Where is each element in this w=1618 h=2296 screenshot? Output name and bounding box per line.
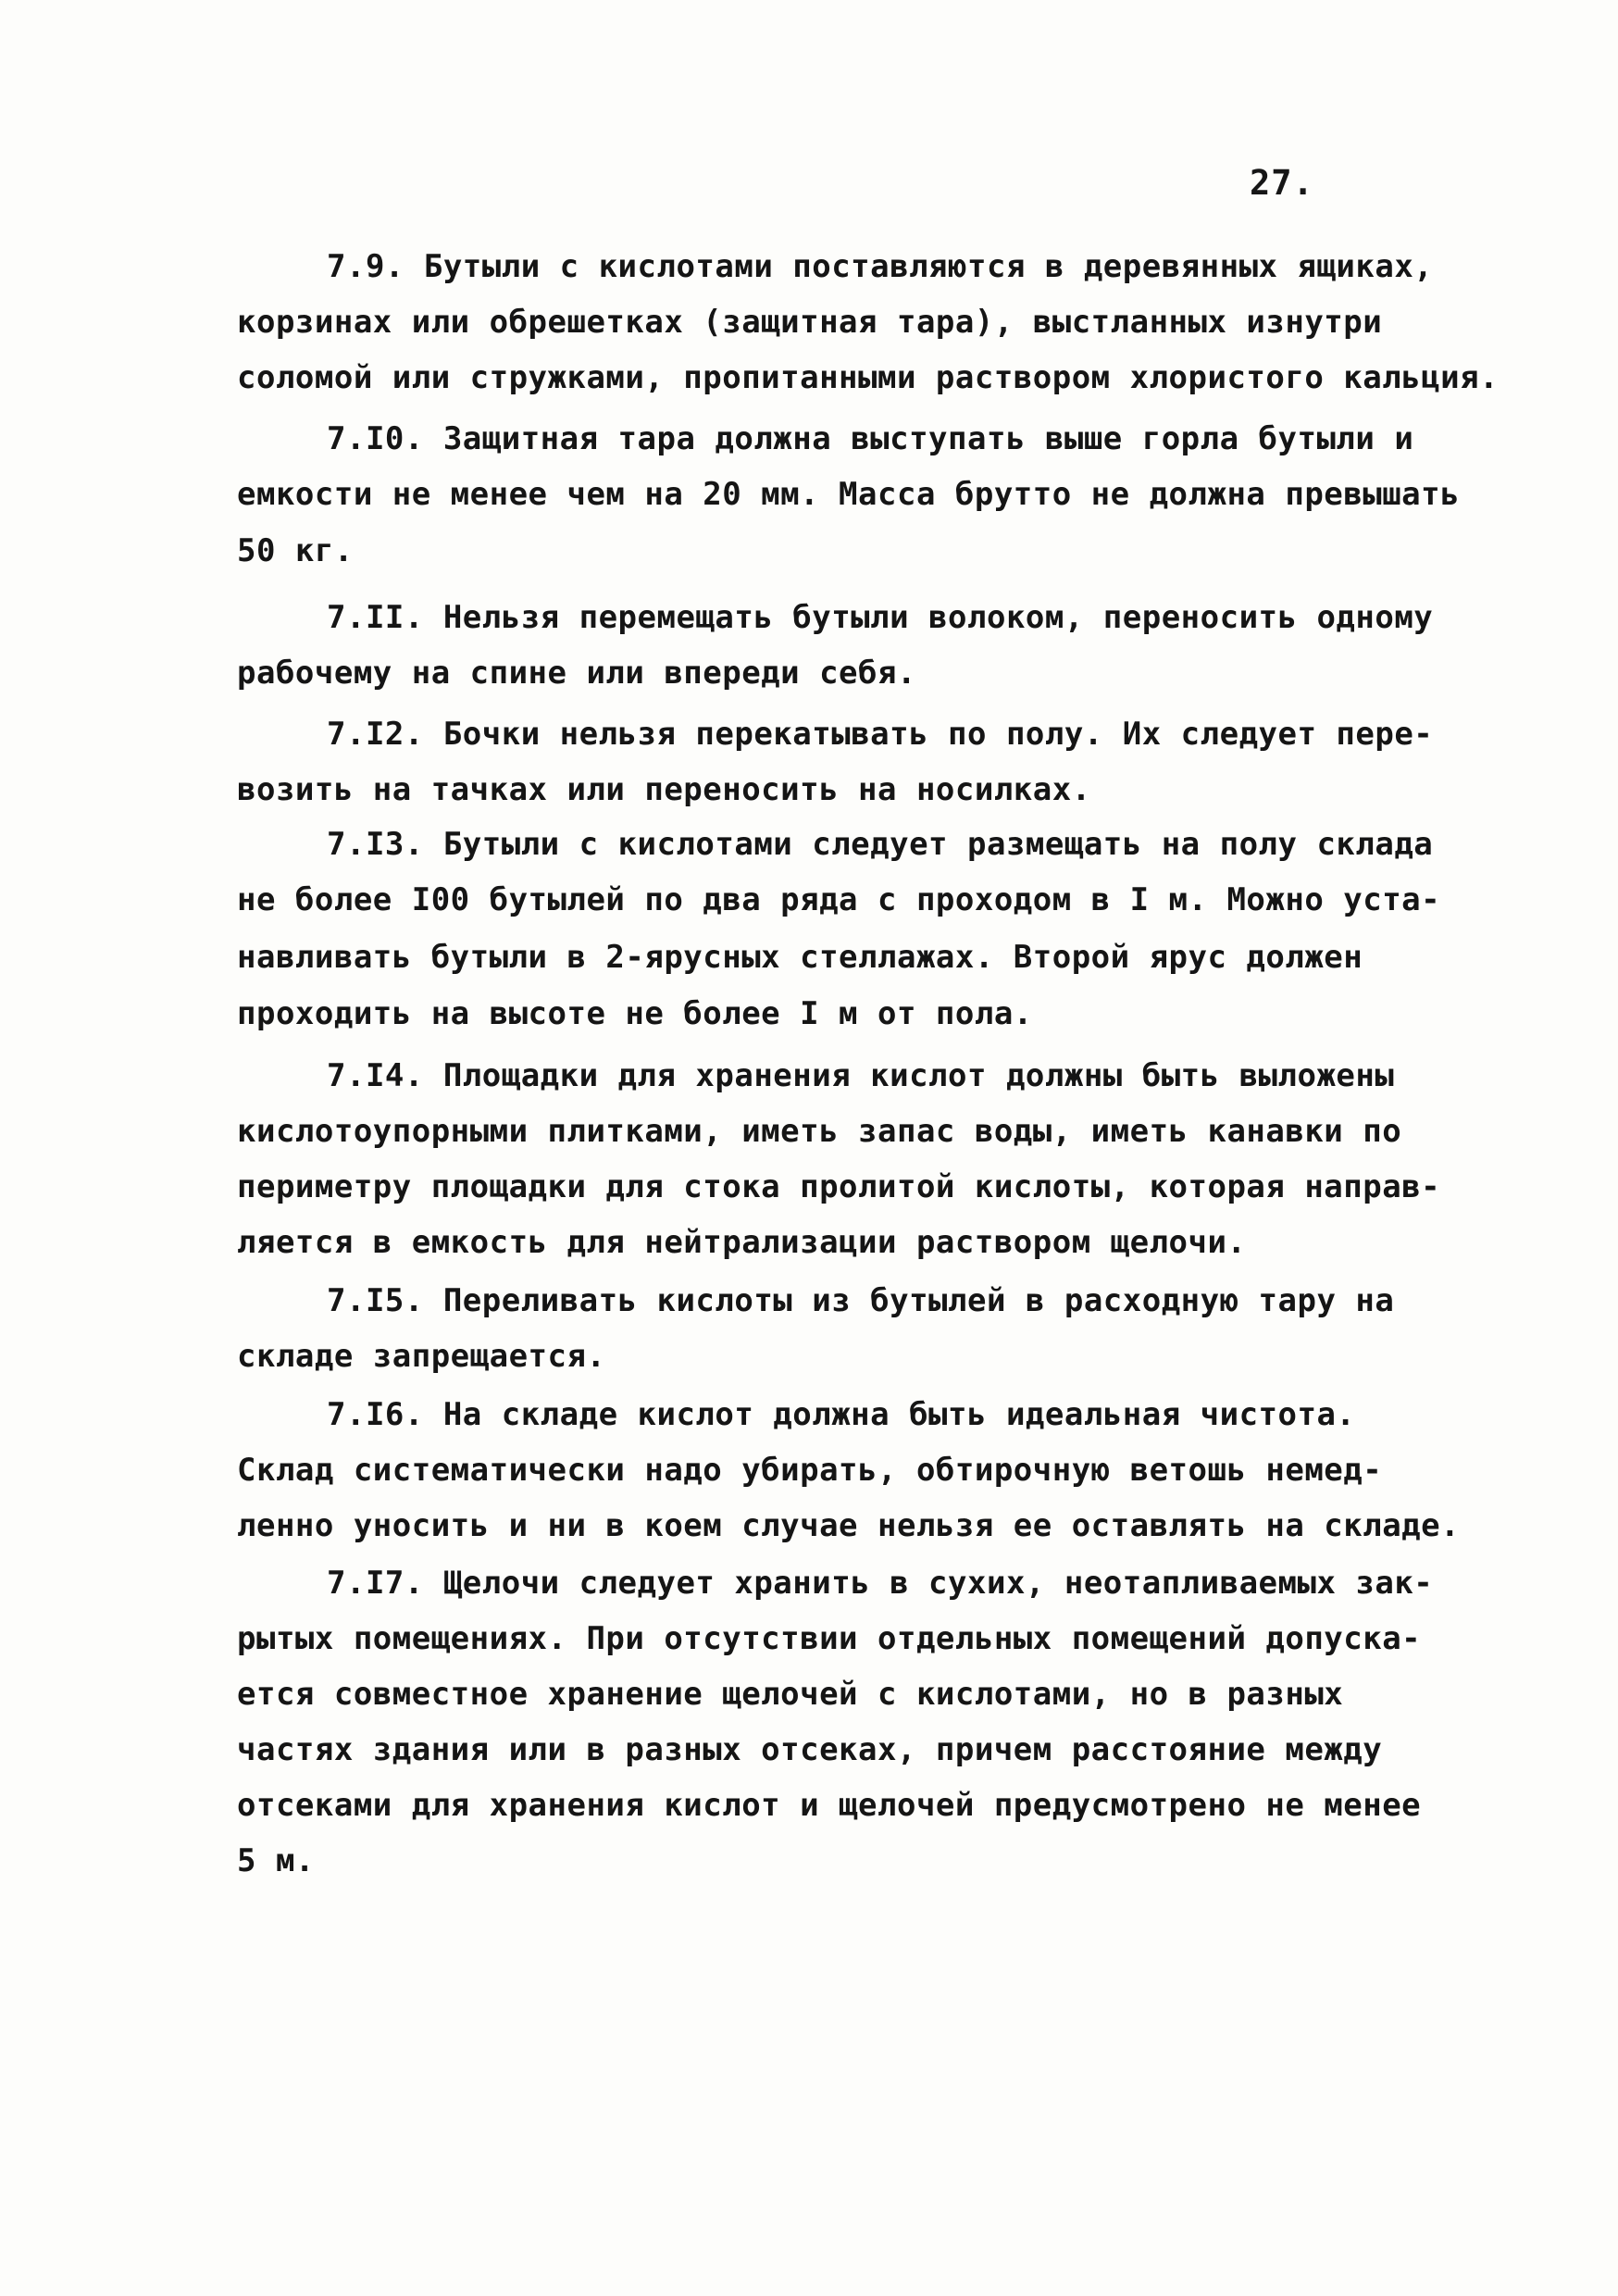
text-line: периметру площадки для стока пролитой кислоты, которая направ- bbox=[237, 1168, 1441, 1205]
text-line: складе запрещается. bbox=[237, 1338, 606, 1375]
text-line: частях здания или в разных отсеках, причем расстояние между bbox=[237, 1731, 1383, 1768]
text-line: рабочему на спине или впереди себя. bbox=[237, 655, 916, 692]
page-number: 27. bbox=[1250, 163, 1314, 203]
text-line: 7.I6. На складе кислот должна быть идеальная чистота. bbox=[327, 1396, 1356, 1433]
text-line: 7.I4. Площадки для хранения кислот должны быть выложены bbox=[327, 1057, 1395, 1094]
text-line: не более I00 бутылей по два ряда с проходом в I м. Можно уста- bbox=[237, 881, 1441, 918]
text-line: ляется в емкость для нейтрализации раствором щелочи. bbox=[237, 1224, 1247, 1261]
text-line: 50 кг. bbox=[237, 532, 354, 569]
text-line: 7.I0. Защитная тара должна выступать выше горла бутыли и bbox=[327, 420, 1414, 457]
text-line: 5 м. bbox=[237, 1842, 315, 1879]
text-line: ется совместное хранение щелочей с кислотами, но в разных bbox=[237, 1676, 1344, 1713]
text-line: навливать бутыли в 2-ярусных стеллажах. Второй ярус должен bbox=[237, 939, 1363, 976]
text-line: рытых помещениях. При отсутствии отдельных помещений допуска- bbox=[237, 1620, 1422, 1657]
text-line: ленно уносить и ни в коем случае нельзя ее оставлять на складе. bbox=[237, 1507, 1461, 1544]
text-line: 7.II. Нельзя перемещать бутыли волоком, переносить одному bbox=[327, 599, 1434, 636]
text-line: проходить на высоте не более I м от пола. bbox=[237, 995, 1033, 1032]
text-line: корзинах или обрешетках (защитная тара), выстланных изнутри bbox=[237, 304, 1383, 341]
text-line: 7.9. Бутыли с кислотами поставляются в деревянных ящиках, bbox=[327, 248, 1434, 285]
text-line: 7.I7. Щелочи следует хранить в сухих, неотапливаемых зак- bbox=[327, 1565, 1434, 1602]
text-line: емкости не менее чем на 20 мм. Масса брутто не должна превышать bbox=[237, 476, 1461, 513]
text-line: 7.I3. Бутыли с кислотами следует размещать на полу склада bbox=[327, 826, 1434, 863]
text-line: Склад систематически надо убирать, обтирочную ветошь немед- bbox=[237, 1452, 1383, 1489]
text-line: отсеками для хранения кислот и щелочей предусмотрено не менее bbox=[237, 1787, 1422, 1824]
text-line: 7.I5. Переливать кислоты из бутылей в расходную тару на bbox=[327, 1282, 1395, 1319]
text-line: возить на тачках или переносить на носилках. bbox=[237, 771, 1091, 808]
text-line: соломой или стружками, пропитанными раствором хлористого кальция. bbox=[237, 359, 1500, 396]
text-line: кислотоупорными плитками, иметь запас воды, иметь канавки по bbox=[237, 1113, 1402, 1150]
text-line: 7.I2. Бочки нельзя перекатывать по полу. Их следует пере- bbox=[327, 716, 1434, 753]
